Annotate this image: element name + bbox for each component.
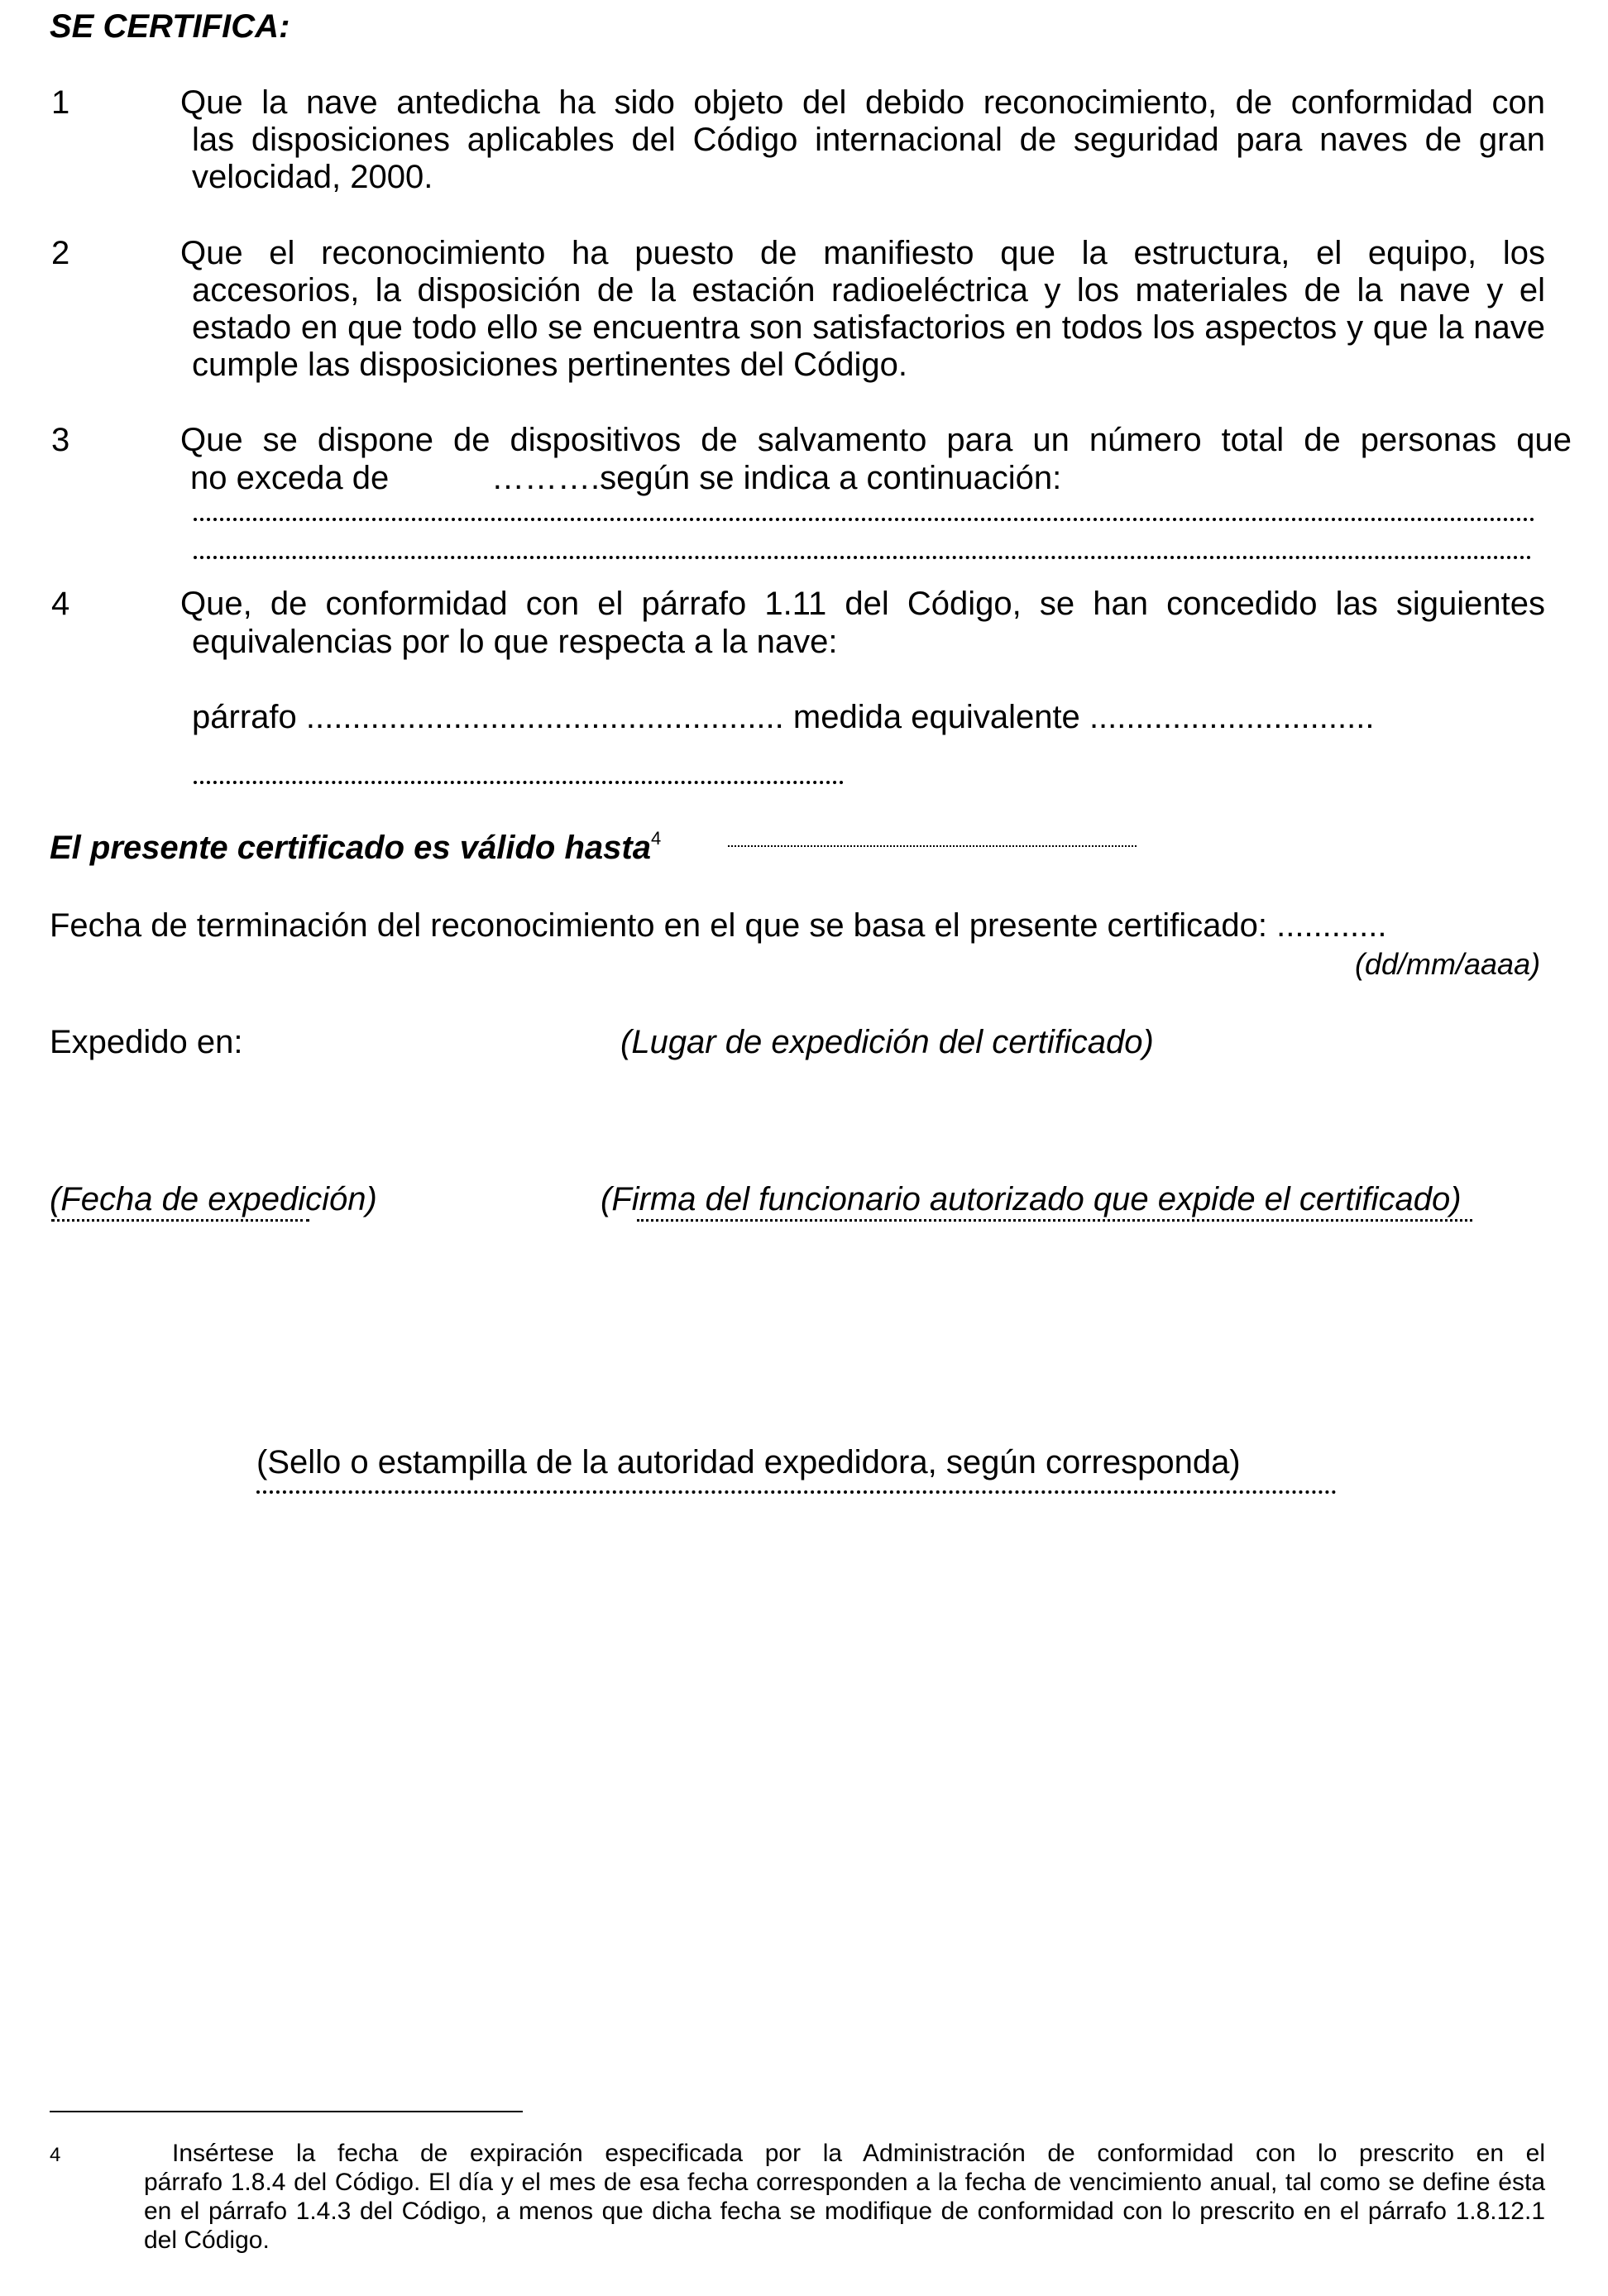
signature-label: (Firma del funcionario autorizado que expide el certificado) — [601, 1181, 1462, 1217]
validity-footnote-ref: 4 — [650, 828, 662, 849]
item-4-first-line — [180, 586, 1545, 623]
issued-place: (Lugar de expedición del certificado) — [620, 1024, 1154, 1060]
item-1-text: las disposiciones aplicables del Código internacional de seguridad para naves de gran velocidad, 2000. — [192, 122, 1545, 195]
footnote-text: párrafo 1.8.4 del Código. El día y el mes de esa fecha corresponden a la fecha de vencimiento anual, tal como se define ésta en el párrafo 1.4.3 del Código, a menos que dicha fecha se modifique de conformidad con lo prescrito en el párrafo 1.8.12.1 del Código. — [144, 2169, 1545, 2254]
section-heading: SE CERTIFICA: — [50, 8, 290, 45]
completion-dots: ............ — [1276, 907, 1387, 944]
item-4-paragraph-field — [192, 699, 1374, 735]
seal-line — [256, 1490, 1337, 1494]
item-2-first-text: Que el reconocimiento ha puesto de manifiesto que la estructura, el equipo, los — [180, 235, 1545, 271]
item-1-number: 1 — [51, 84, 70, 121]
completion-text: Fecha de terminación del reconocimiento en el que se basa el presente certificado: — [50, 907, 1267, 944]
footnote-separator — [50, 2111, 523, 2112]
validity-text: El presente certificado es válido hasta — [50, 830, 651, 866]
item-1-first-text: Que la nave antedicha ha sido objeto del debido reconocimiento, de conformidad con — [180, 84, 1545, 121]
signature-line — [637, 1219, 1472, 1222]
item-3-line2-prefix: no exceda de — [190, 460, 390, 496]
item-3-blank-line-2 — [194, 556, 1532, 559]
item-3-persons-blank — [491, 460, 1061, 496]
item-3-line2-suffix: .según se indica a continuación: — [591, 460, 1062, 496]
seal-label: (Sello o estampilla de la autoridad expedidora, según corresponda) — [256, 1444, 1241, 1480]
item-3-blank-line-1 — [194, 518, 1535, 521]
item-3-line2-dots: ……… — [491, 460, 591, 496]
item-4-first-text: Que, de conformidad con el párrafo 1.11 del Código, se han concedido las siguientes — [180, 586, 1545, 622]
item-3-first-line — [180, 422, 1572, 459]
item-3-number: 3 — [51, 422, 70, 458]
item-4-blank-line — [194, 781, 844, 784]
issued-label: Expedido en: — [50, 1024, 243, 1060]
completion-line — [50, 907, 1386, 944]
item-4-text: equivalencias por lo que respecta a la nave: — [192, 624, 838, 660]
issue-date-line — [51, 1219, 309, 1222]
date-format-hint: (dd/mm/aaaa) — [1355, 947, 1541, 981]
footnote-number: 4 — [50, 2144, 61, 2166]
item-4-number: 4 — [51, 586, 70, 622]
item-2-number: 2 — [51, 235, 70, 271]
paragraph-dots: .................................................... — [305, 699, 784, 735]
item-2-text: accesorios, la disposición de la estación radioeléctrica y los materiales de la nave y el estado en que todo ello se encuentra son satisfactorios en todos los aspectos y que la nave cumple las disposiciones pertinentes del Código. — [192, 272, 1545, 383]
item-3-first-text: Que se dispone de dispositivos de salvamento para un número total de personas que — [180, 422, 1572, 458]
item-2-first-line — [180, 235, 1545, 272]
footnote-first-text: Insértese la fecha de expiración especificada por la Administración de conformidad con lo prescrito en el — [172, 2140, 1545, 2167]
issue-date-label: (Fecha de expedición) — [50, 1181, 377, 1217]
measure-label: medida equivalente — [792, 699, 1080, 735]
paragraph-label: párrafo — [192, 699, 297, 735]
item-1-first-line — [180, 84, 1545, 122]
footnote-first-line — [172, 2139, 1545, 2168]
validity-line — [50, 830, 661, 866]
measure-dots: ............................... — [1089, 699, 1375, 735]
validity-blank — [728, 845, 1137, 847]
